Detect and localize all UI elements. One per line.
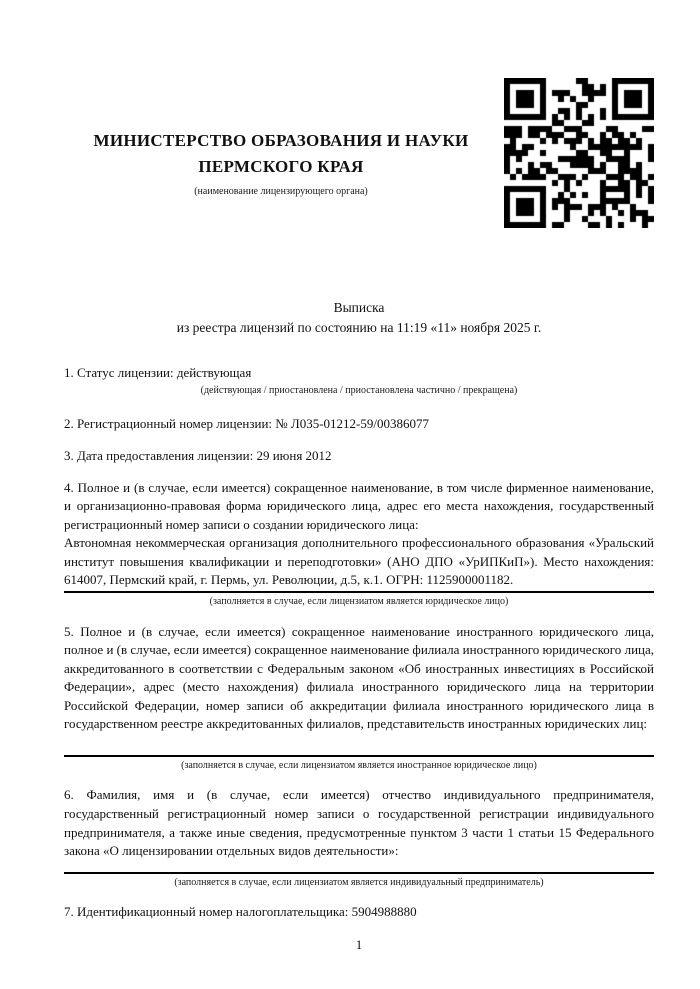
- entrepreneur-intro: 6. Фамилия, имя и (в случае, если имеется) отчество индивидуального предпринимателя, государственный регистрационный номер записи о государственной регистрации индивидуального предпринимателя, а также иные сведения, предусмотренные пунктом 3 части 1 статьи 15 Федерального закона «О лицензировании отдельных видов деятельности»:: [64, 787, 654, 859]
- item-grant-date: [64, 447, 654, 466]
- legal-entity-intro: 4. Полное и (в случае, если имеется) сокращенное наименование, в том числе фирменное наименование, и организационно-правовая форма юридического лица, адрес его места нахождения, государственный регистрационный номер записи о создании юридического лица:: [64, 479, 654, 532]
- document-title-line2: из реестра лицензий по состоянию на 11:19 «11» ноября 2025 г.: [176, 320, 542, 336]
- registration-number-text: 2. Регистрационный номер лицензии: № Л035-01212-59/00386077: [64, 415, 430, 431]
- ministry-header: [64, 78, 498, 198]
- license-status-text: 1. Статус лицензии: действующая: [64, 364, 252, 380]
- entrepreneur-value-line: [64, 861, 654, 874]
- document-title-line1: Выписка: [333, 300, 385, 315]
- legal-entity-caption: (заполняется в случае, если лицензиатом является юридическое лицо): [209, 596, 509, 607]
- item-license-status: [64, 364, 654, 398]
- license-status-caption: (действующая / приостановлена / приостановлена частично / прекращена): [200, 385, 518, 397]
- ministry-name-line2: ПЕРМСКОГО КРАЯ: [198, 157, 364, 177]
- taxpayer-number-text: 7. Идентификационный номер налогоплательщика: 5904988880: [64, 904, 417, 920]
- foreign-entity-intro: 5. Полное и (в случае, если имеется) сокращенное наименование иностранного юридического лица, полное и (в случае, если имеется) сокращенное наименование филиала иностранного юридического лица, аккредитованного в соответствии с Федеральным законом «Об иностранных инвестициях в Российской Федерации», адрес (место нахождения) филиала иностранного юридического лица на территории Российской Федерации, номер записи об аккредитации филиала иностранного юридического лица в государственном реестре аккредитованных филиалов, представительств иностранных юридических лиц:: [64, 623, 654, 732]
- legal-entity-value: Автономная некоммерческая организация дополнительного профессионального образования «Уральский институт повышения квалификации и переподготовки» (АНО ДПО «УрИПКиП»). Место нахождения: 614007, Пермский край, г. Пермь, ул. Революции, д.5, к.1. ОГРН: 1125900001182.: [64, 535, 654, 588]
- item-foreign-entity: [64, 623, 654, 773]
- document-title: [64, 298, 654, 339]
- item-taxpayer-number: [64, 903, 654, 922]
- document-header-row: [64, 0, 654, 228]
- item-legal-entity: [64, 479, 654, 609]
- entrepreneur-caption: (заполняется в случае, если лицензиатом является индивидуальный предприниматель): [174, 876, 544, 888]
- item-registration-number: [64, 415, 654, 434]
- legal-entity-block: [64, 479, 654, 593]
- page-number: 1: [355, 937, 363, 953]
- grant-date-text: 3. Дата предоставления лицензии: 29 июня 2012: [64, 447, 332, 463]
- qr-code: [504, 78, 654, 228]
- foreign-entity-caption: (заполняется в случае, если лицензиатом является иностранное юридическое лицо): [181, 759, 537, 771]
- ministry-name-line1: МИНИСТЕРСТВО ОБРАЗОВАНИЯ И НАУКИ: [93, 131, 469, 150]
- ministry-caption: (наименование лицензирующего органа): [194, 185, 368, 197]
- item-entrepreneur: [64, 786, 654, 889]
- foreign-entity-value-line: [64, 734, 654, 757]
- qr-code-image: [504, 78, 654, 228]
